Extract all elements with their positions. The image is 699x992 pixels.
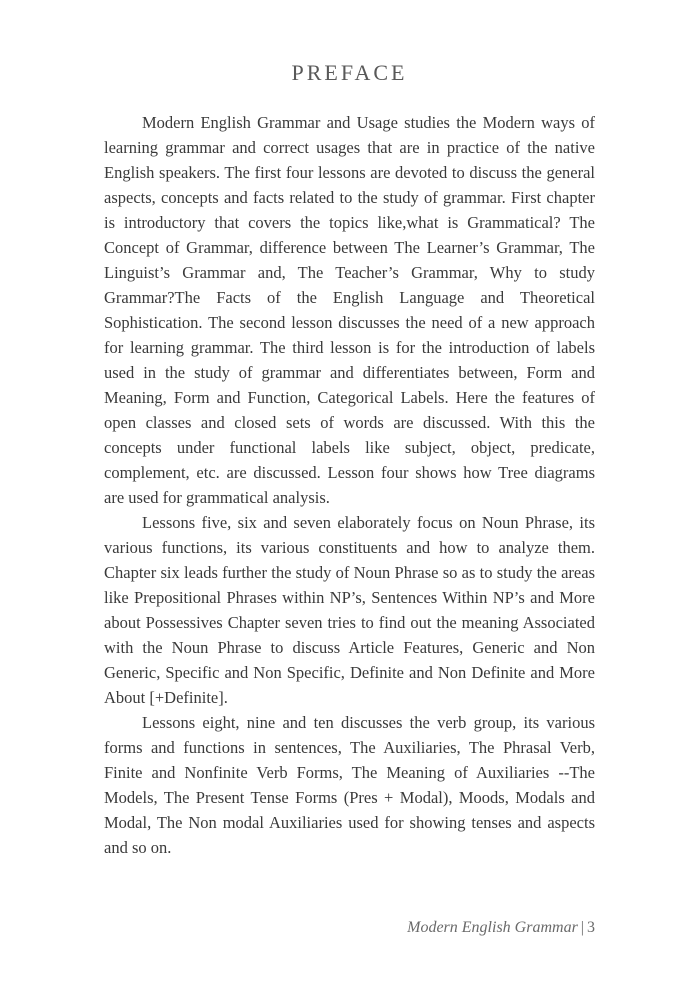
paragraph: Modern English Grammar and Usage studies the Modern ways of learning grammar and correct usages that are in practice of the native English speakers. The first four lessons are devoted to discuss the general aspects, concepts and facts related to the study of grammar. First chapter is introductory that covers the topics like,what is Grammatical? The Concept of Grammar, difference between The Learner’s Grammar, The Linguist’s Grammar and, The Teacher’s Grammar, Why to study Grammar?The Facts of the English Language and Theoretical Sophistication. The second lesson discusses the need of a new approach for learning grammar. The third lesson is for the introduction of labels used in the study of grammar and differentiates between, Form and Meaning, Form and Function, Categorical Labels. Here the features of open classes and closed sets of words are discussed. With this the concepts under functional labels like subject, object, predicate, complement, etc. are discussed. Lesson four shows how Tree diagrams are used for grammatical analysis. — [104, 113, 595, 507]
footer-separator: | — [580, 919, 584, 936]
page-footer — [407, 919, 595, 937]
paragraph: Lessons five, six and seven elaborately focus on Noun Phrase, its various functions, its various constituents and how to analyze them. Chapter six leads further the study of Noun Phrase so as to study the areas like Prepositional Phrases within NP’s, Sentences Within NP’s and More about Possessives Chapter seven tries to find out the meaning Associated with the Noun Phrase to discuss Article Features, Generic and Non Generic, Specific and Non Specific, Definite and Non Definite and More About [+Definite]. — [104, 513, 595, 707]
preface-body — [104, 110, 595, 860]
running-title: Modern English Grammar — [407, 919, 578, 936]
paragraph: Lessons eight, nine and ten discusses the verb group, its various forms and functions in sentences, The Auxiliaries, The Phrasal Verb, Finite and Nonfinite Verb Forms, The Meaning of Auxiliaries --The Models, The Present Tense Forms (Pres + Modal), Moods, Modals and Modal, The Non modal Auxiliaries used for showing tenses and aspects and so on. — [104, 713, 595, 857]
page-title: PREFACE — [291, 60, 408, 85]
page-number: 3 — [587, 919, 595, 936]
